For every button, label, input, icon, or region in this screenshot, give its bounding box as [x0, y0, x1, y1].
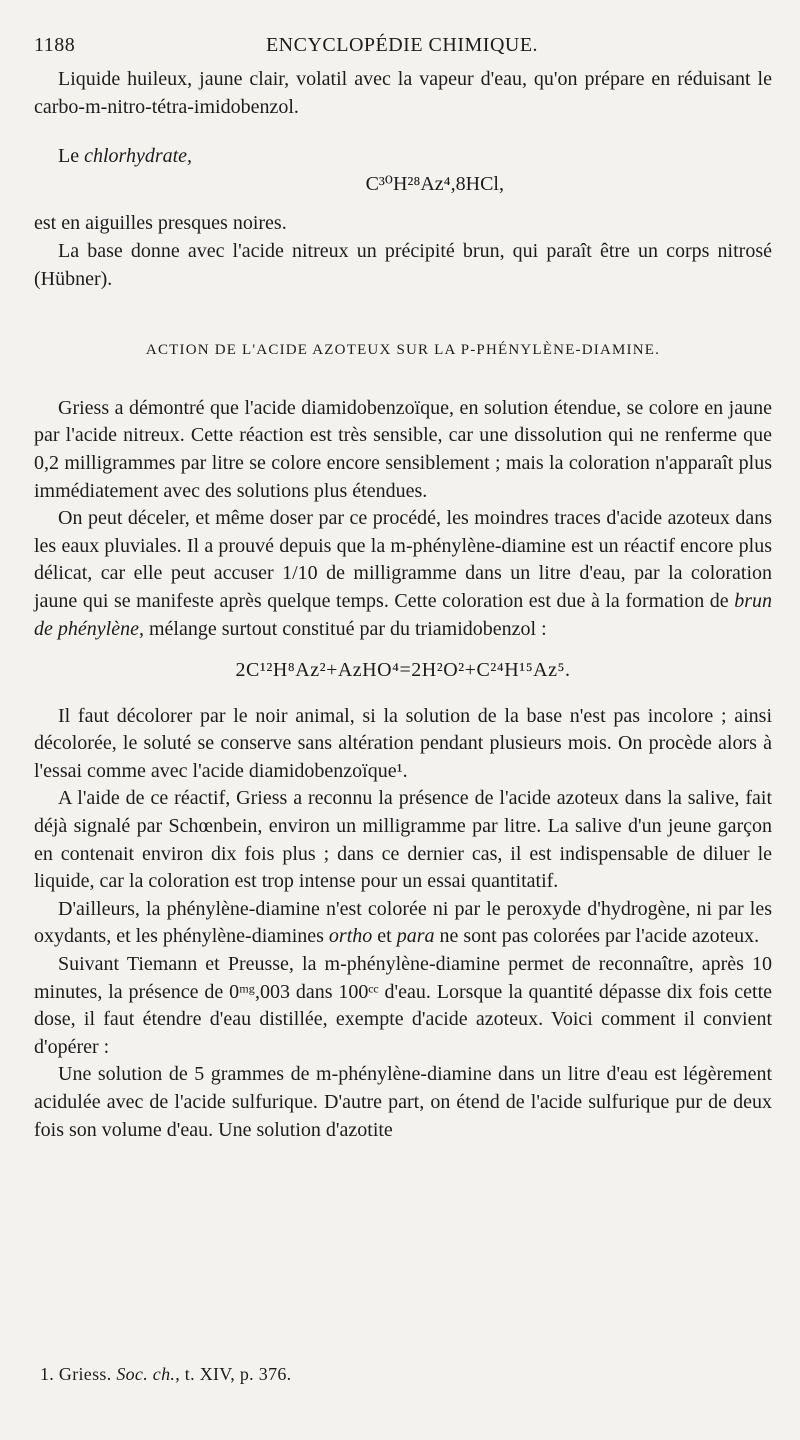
italic-term: ortho — [328, 925, 373, 948]
chemical-formula: C³⁰H²⁸Az⁴,8HCl, — [365, 172, 504, 195]
italic-term: chlorhydrate, — [84, 145, 193, 168]
page-number: 1188 — [34, 34, 76, 56]
paragraph: est en aiguilles presques noires. — [34, 212, 287, 235]
running-title: ENCYCLOPÉDIE CHIMIQUE. — [265, 34, 539, 56]
paragraph: Griess a démontré que l'acide diamidobenzoïque, en solution étendue, se colore en jaune par l'acide nitreux. Cette réaction est très sensible, car une dissolution qui ne renferme que 0,2 milligrammes par litre se colore encore sensiblement ; mais la coloration n'apparaît plus immédiatement avec des solutions plus étendues. — [34, 396, 772, 502]
body-text — [34, 66, 772, 1144]
paragraph: La base donne avec l'acide nitreux un précipité brun, qui paraît être un corps nitrosé (Hübner). — [34, 239, 772, 290]
paragraph: Le chlorhydrate, — [58, 145, 193, 168]
chemical-equation: 2C¹²H⁸Az²+AzHO⁴=2H²O²+C²⁴H¹⁵Az⁵. — [235, 659, 571, 682]
journal-name: Soc. ch. — [116, 1364, 176, 1384]
paragraph: Liquide huileux, jaune clair, volatil avec la vapeur d'eau, qu'on prépare en réduisant le carbo-m-nitro-tétra-imidobenzol. — [34, 68, 772, 118]
paragraph: Il faut décolorer par le noir animal, si la solution de la base n'est pas incolore ; ainsi décolorée, le soluté se conserve sans altération pendant plusieurs mois. On procède alors à l'essai comme avec l'acide diamidobenzoïque¹. — [34, 704, 772, 782]
fraction: 1/10 — [282, 562, 318, 585]
paragraph: On peut déceler, et même doser par ce procédé, les moindres traces d'acide azoteux dans les eaux pluviales. Il a prouvé depuis que la m-phénylène-diamine est un réactif encore plus délicat, car elle peut accuser 1/10 de milligramme dans un litre d'eau, par la coloration jaune qui se manifeste après quelque temps. Cette coloration est due à la formation de brun de phénylène, mélange surtout constitué par du triamidobenzol : — [34, 507, 773, 640]
page-header — [34, 34, 770, 64]
footnote-marker: 1. — [40, 1364, 55, 1384]
paragraph: Une solution de 5 grammes de m-phénylène-diamine dans un litre d'eau est légèrement acidulée avec de l'acide sulfurique. D'autre part, on étend de l'acide sulfurique pur de deux fois son volume d'eau. Une solution d'azotite — [34, 1063, 772, 1141]
paragraph: A l'aide de ce réactif, Griess a reconnu la présence de l'acide azoteux dans la salive, fait déjà signalé par Schœnbein, environ un milligramme par litre. La salive d'un jeune garçon en contenait environ dix fois plus ; dans ce dernier cas, il est indispensable de diluer le liquide, car la coloration est trop intense pour un essai quantitatif. — [34, 787, 772, 893]
paragraph: Suivant Tiemann et Preusse, la m-phénylène-diamine permet de reconnaître, après 10 minutes, la présence de 0ᵐᵍ,003 dans 100ᶜᶜ d'eau. Lorsque la quantité dépasse dix fois cette dose, il faut étendre d'eau distillée, exempte d'acide azoteux. Voici comment il convient d'opérer : — [34, 953, 772, 1058]
section-title: ACTION DE L'ACIDE AZOTEUX SUR LA P-PHÉNYLÈNE-DIAMINE. — [145, 342, 661, 359]
italic-term: brun de phénylène, — [34, 589, 772, 640]
paragraph: D'ailleurs, la phénylène-diamine n'est colorée ni par le peroxyde d'hydrogène, ni par les oxydants, et les phénylène-diamines ortho et para ne sont pas colorées par l'acide azoteux. — [34, 897, 772, 948]
footnote: 1. Griess. Soc. ch., t. XIV, p. 376. — [40, 1364, 292, 1384]
italic-term: para — [396, 925, 435, 948]
